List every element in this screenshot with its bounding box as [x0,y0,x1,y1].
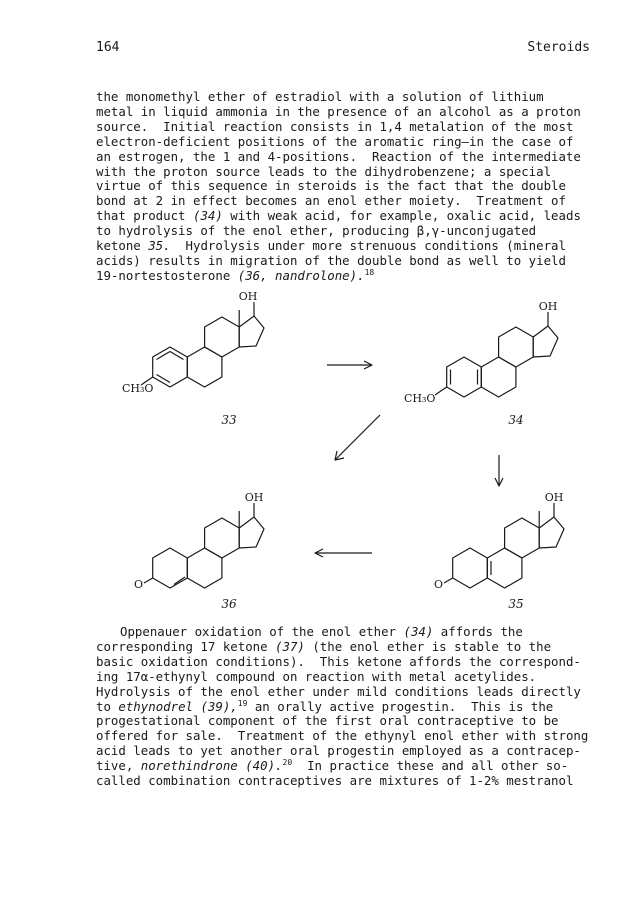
text-line: with the proton source leads to the dihydrobenzene; a special [96,163,552,179]
compound-ref: 35. [148,238,171,254]
o-label-35: O [434,578,444,591]
text-line: ing 17α-ethynyl compound on reaction with metal acetylides. [96,668,537,684]
arrow-34-to-36 [335,415,380,460]
compound-number-35: 35 [508,597,524,611]
structure-34 [435,312,558,397]
text-line: source. Initial reaction consists in 1,4 metalation of the most [96,118,574,134]
text-line: to hydrolysis of the enol ether, producing β,γ-unconjugated [96,223,537,239]
text-line [96,640,596,655]
text-line: called combination contraceptives are mixtures of 1-2% mestranol [96,773,574,789]
text-run: Hydrolysis under more strenuous conditions (mineral [170,238,566,254]
text-run: (the enol ether is stable to the [304,638,552,654]
text-line: metal in liquid ammonia in the presence of an alcohol as a proton [96,103,581,119]
text-run: tive, [96,758,141,774]
footnote-ref: 18 [364,267,375,277]
text-line: acid leads to yet another oral progestin employed as a contracep- [96,743,581,759]
text-line: electron-deficient positions of the aromatic ring—in the case of [96,133,574,149]
page-number: 164 [96,40,120,55]
ch3o-label-34: CH₃O [404,392,436,405]
running-title: Steroids [527,40,590,55]
text-run: that product [96,208,193,224]
compound-ref: (34) [403,624,434,639]
text-line [96,759,596,774]
oh-label-35: OH [544,491,564,504]
text-run: corresponding 17 ketone [96,638,276,654]
compound-number-36: 36 [221,597,237,611]
text-line: bond at 2 in effect becomes an enol ether moiety. Treatment of [96,193,566,209]
ch3o-label-33: CH₃O [122,382,154,395]
text-run: with weak acid, for example, oxalic acid, leads [222,208,581,224]
text-line: progestational component of the first oral contraceptive to be [96,713,559,729]
text-run: Oppenauer oxidation of the enol ether [120,624,404,639]
structure-33 [141,302,264,387]
text-line: acids) results in migration of the double bond as well to yield [96,252,566,268]
text-run: 19-nortestosterone [96,267,238,283]
compound-ref: (37) [275,638,305,654]
text-line: the monomethyl ether of estradiol with a solution of lithium [96,89,544,104]
oh-label-36: OH [244,491,264,504]
text-line: Hydrolysis of the enol ether under mild conditions leads directly [96,683,581,699]
paragraph-2 [96,625,596,789]
arrow-34-to-35 [495,455,503,486]
text-run: In practice these and all other so- [292,758,569,774]
structure-36 [144,503,264,588]
structure-35 [444,503,564,588]
text-line: virtue of this sequence in steroids is the fact that the double [96,178,566,194]
footnote-ref: 19 [237,698,248,708]
footnote-ref: 20 [282,758,293,768]
compound-name: norethindrone (40). [140,758,283,774]
compound-number-33: 33 [221,413,237,427]
arrow-33-to-34 [327,361,372,369]
compound-ref: (34) [192,208,223,224]
text-line: basic oxidation conditions). This ketone affords the correspond- [96,653,581,669]
compound-number-34: 34 [508,413,524,427]
oh-label-33: OH [238,290,258,303]
text-run: to [96,698,119,714]
o-label-36: O [134,578,144,591]
text-line [96,700,596,715]
text-line: offered for sale. Treatment of the ethynyl enol ether with strong [96,728,589,744]
text-run: affords the [433,624,523,639]
arrow-35-to-36 [315,549,372,557]
compound-name: ethynodrel (39), [118,698,238,714]
oh-label-34: OH [538,300,558,313]
text-line [96,625,596,640]
text-run: an orally active progestin. This is the [247,698,554,714]
text-run: ketone [96,238,149,254]
compound-ref: (36, nandrolone). [237,267,365,283]
text-line: an estrogen, the 1 and 4-positions. Reaction of the intermediate [96,148,581,164]
